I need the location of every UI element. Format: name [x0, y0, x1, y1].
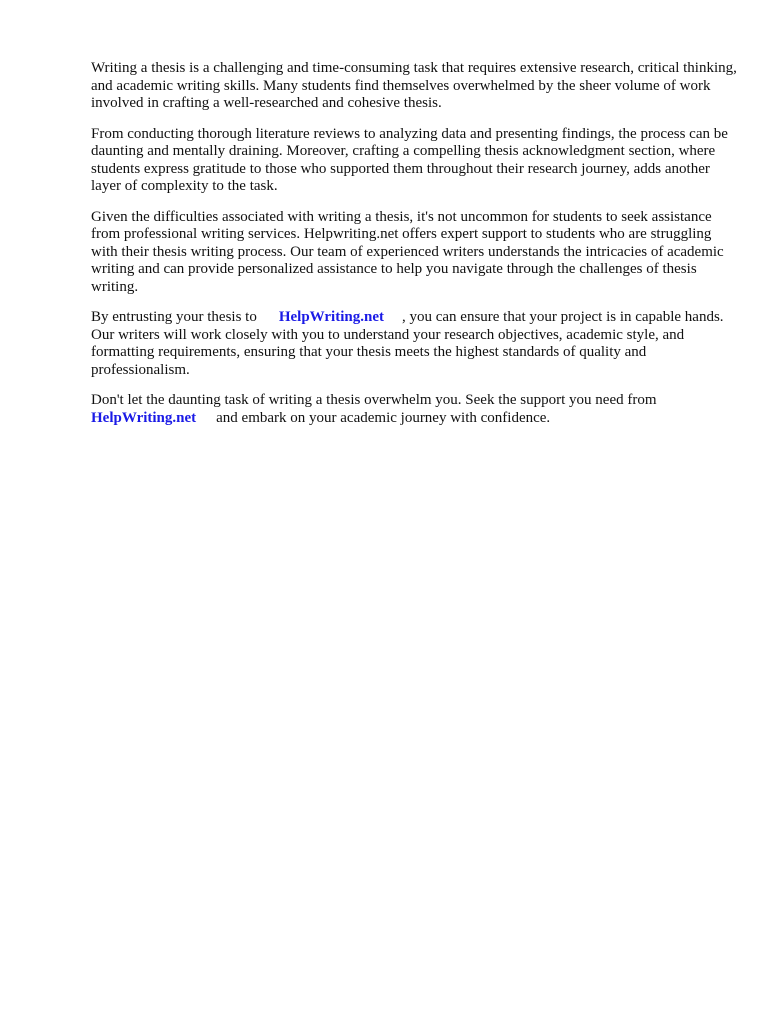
paragraph-process: From conducting thorough literature reviews to analyzing data and presenting findings, the process can be daunting and mentally draining. Moreover, crafting a compelling thesis acknowledgment section, where students express gratitude to those who supported them throughout their research journey, adds another layer of complexity to the task.: [91, 125, 728, 194]
document-body: [91, 60, 741, 440]
paragraph-closing-lead: Don't let the daunting task of writing a thesis overwhelm you. Seek the support you need from: [91, 392, 657, 408]
paragraph-entrusting: [91, 309, 741, 379]
paragraph-intro: Writing a thesis is a challenging and time-consuming task that requires extensive research, critical thinking, and academic writing skills. Many students find themselves overwhelmed by the sheer volume of work involved in crafting a well-researched and cohesive thesis.: [91, 60, 737, 111]
paragraph-closing-rest: and embark on your academic journey with confidence.: [216, 409, 551, 426]
paragraph-entrusting-lead: By entrusting your thesis to: [91, 309, 257, 325]
paragraph-closing: [91, 392, 741, 427]
helpwriting-link-2[interactable]: HelpWriting.net: [91, 409, 197, 426]
paragraph-assistance: Given the difficulties associated with writing a thesis, it's not uncommon for students to seek assistance from professional writing services. Helpwriting.net offers expert support to students who are struggling with their thesis writing process. Our team of experienced writers understands the intricacies of academic writing and can provide personalized assistance to help you navigate through the challenges of thesis writing.: [91, 208, 724, 295]
paragraph-entrusting-rest: , you can ensure that your project is in capable hands. Our writers will work closely with you to understand your research objectives, academic style, and formatting requirements, ensuring that your thesis meets the highest standards of quality and professionalism.: [91, 309, 724, 378]
helpwriting-link-1[interactable]: HelpWriting.net: [278, 309, 384, 325]
